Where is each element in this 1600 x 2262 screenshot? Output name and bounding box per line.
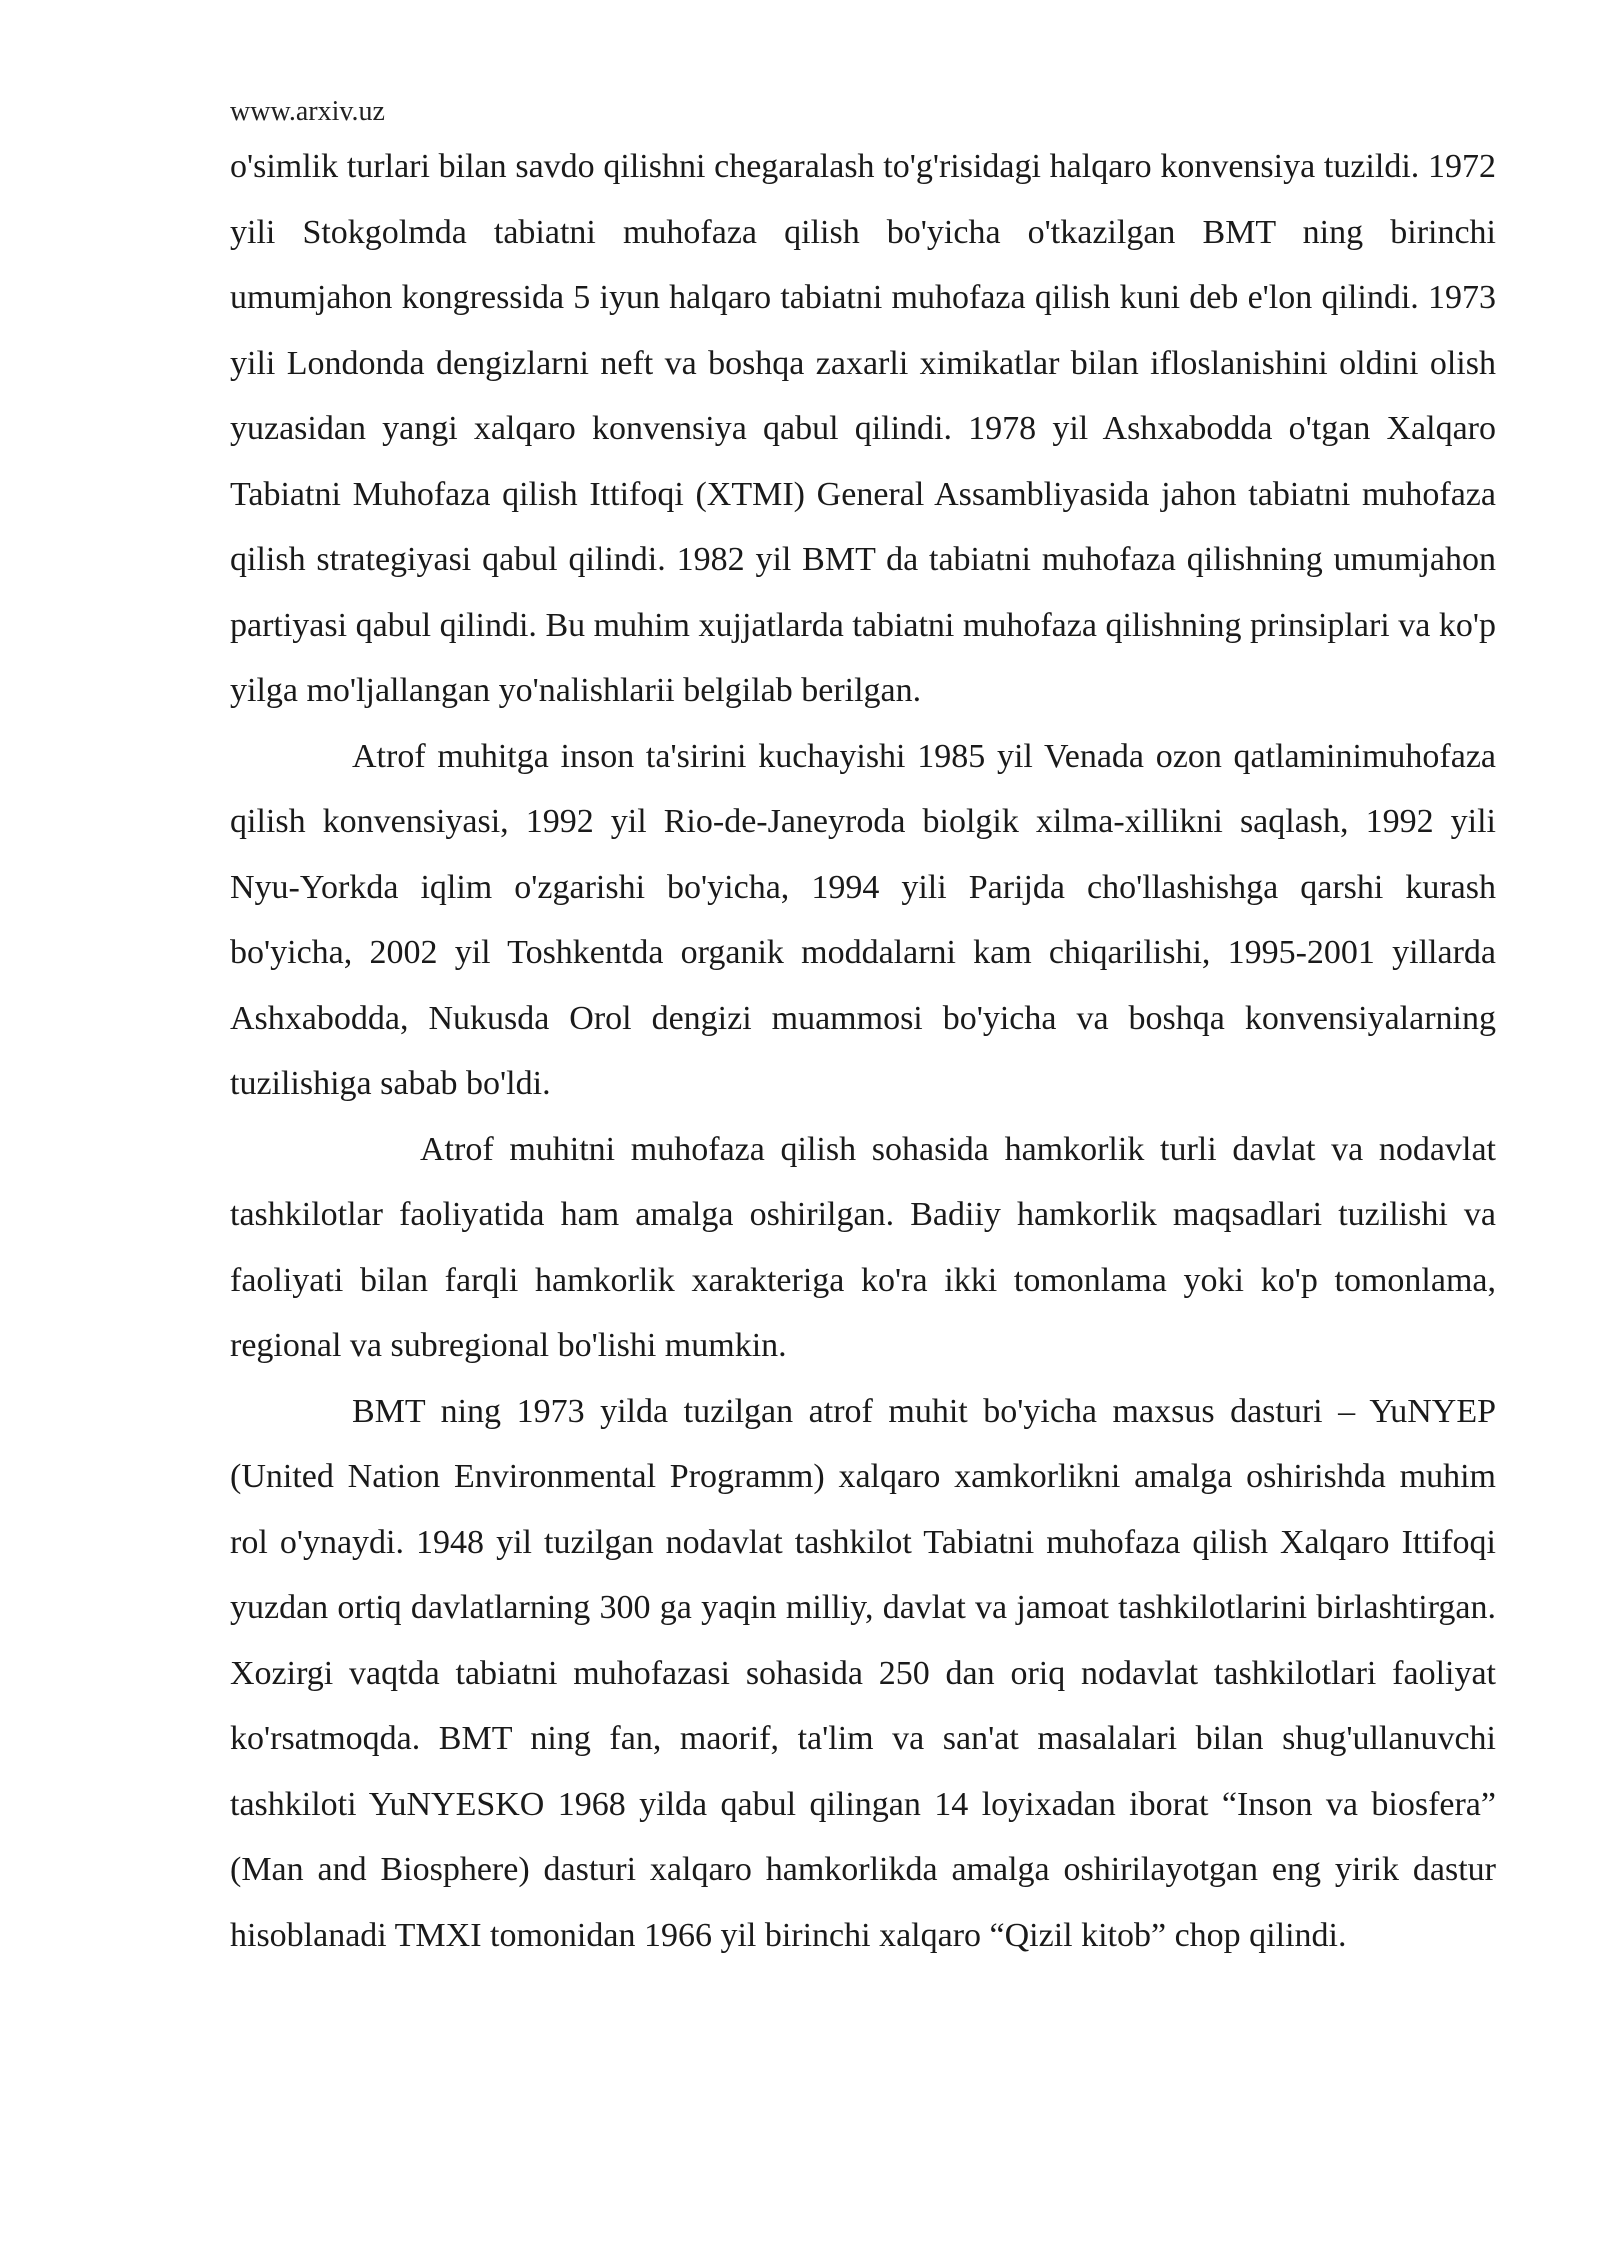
paragraph-2: Atrof muhitga inson ta'sirini kuchayishi 1985 yil Venada ozon qatlaminimuhofaza qilish konvensiyasi, 1992 yil Rio-de-Janeyroda biolgik xilma-xillikni saqlash, 1992 yili Nyu-Yorkda iqlim o'zgarishi bo'yicha, 1994 yili Parijda cho'llashishga qarshi kurash bo'yicha, 2002 yil Toshkentda organik moddalarni kam chiqarilishi, 1995-2001 yillarda Ashxabodda, Nukusda Orol dengizi muammosi bo'yicha va boshqa konvensiyalarning tuzilishiga sabab bo'ldi. (230, 737, 1496, 1102)
paragraph-1: o'simlik turlari bilan savdo qilishni chegaralash to'g'risidagi halqaro konvensiya tuzildi. 1972 yili Stokgolmda tabiatni muhofaza qilish bo'yicha o'tkazilgan BMT ning birinchi umumjahon kongressida 5 iyun halqaro tabiatni muhofaza qilish kuni deb e'lon qilindi. 1973 yili Londonda dengizlarni neft va boshqa zaxarli ximikatlar bilan ifloslanishini oldini olish yuzasidan yangi xalqaro konvensiya qabul qilindi. 1978 yil Ashxabodda o'tgan Xalqaro Tabiatni Muhofaza qilish Ittifoqi (XTMI) General Assambliyasida jahon tabiatni muhofaza qilish strategiyasi qabul qilindi. 1982 yil BMT da tabiatni muhofaza qilishning umumjahon partiyasi qabul qilindi. Bu muhim xujjatlarda tabiatni muhofaza qilishning prinsiplari va ko'p yilga mo'ljallangan yo'nalishlarii belgilab berilgan. (230, 148, 1496, 709)
paragraph-3: Atrof muhitni muhofaza qilish sohasida hamkorlik turli davlat va nodavlat tashkilotlar faoliyatida ham amalga oshirilgan. Badiiy hamkorlik maqsadlari tuzilishi va faoliyati bilan farqli hamkorlik xarakteriga ko'ra ikki tomonlama yoki ko'p tomonlama, regional va subregional bo'lishi mumkin. (230, 1130, 1496, 1364)
header-url: www.arxiv.uz (230, 96, 385, 127)
document-page (230, 90, 1496, 1968)
paragraph-4: BMT ning 1973 yilda tuzilgan atrof muhit bo'yicha maxsus dasturi – YuNYEP (United Nation Environmental Programm) xalqaro xamkorlikni amalga oshirishda muhim rol o'ynaydi. 1948 yil tuzilgan nodavlat tashkilot Tabiatni muhofaza qilish Xalqaro Ittifoqi yuzdan ortiq davlatlarning 300 ga yaqin milliy, davlat va jamoat tashkilotlarini birlashtirgan. Xozirgi vaqtda tabiatni muhofazasi sohasida 250 dan oriq nodavlat tashkilotlari faoliyat ko'rsatmoqda. BMT ning fan, maorif, ta'lim va san'at masalalari bilan shug'ullanuvchi tashkiloti YuNYESKO 1968 yilda qabul qilingan 14 loyixadan iborat “Inson va biosfera” (Man and Biosphere) dasturi xalqaro hamkorlikda amalga oshirilayotgan eng yirik dastur hisoblanadi TMXI tomonidan 1966 yil birinchi xalqaro “Qizil kitob” chop qilindi. (230, 1392, 1496, 1954)
